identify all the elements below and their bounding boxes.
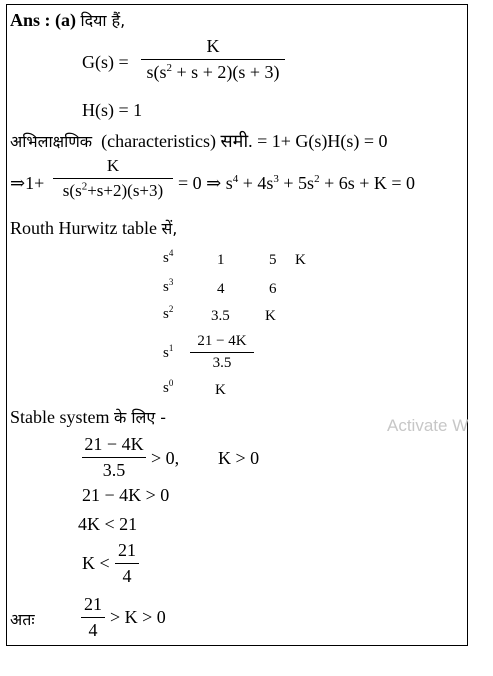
condition3: 4K < 21 [78,514,138,534]
final-fraction: $\frac{21}{4}$ [81,594,105,641]
routh-s2-c1: 3.5 [211,308,230,324]
routh-s3-c2: 6 [269,281,277,297]
condition4-lhs: K < [82,553,110,573]
routh-s4-c2: 5 [269,252,277,268]
routh-row-s2-label: $s^2$ [163,304,174,322]
routh-row-s1-label: $s^1$ [163,343,174,361]
answer-label: Ans : (a) [10,10,76,30]
routh-label: Routh Hurwitz table सें, [10,218,178,238]
answer-box [6,4,468,646]
gs-lhs: G(s) = [82,52,129,72]
expanded-fraction: $\frac{K}{s(s^2+s+2)(s+3)}$ [53,156,173,201]
gs-denominator: $s(s^2 + s + 2)(s + 3)$ [146,62,280,82]
final-inequality: > K > 0 [110,607,166,627]
condition1-rest: > 0, [151,448,180,468]
condition4-fraction: $\frac{21}{4}$ [115,540,139,587]
answer-heading [10,9,125,31]
routh-row-s3-label: $s^3$ [163,277,174,295]
routh-s0-c1: K [215,382,226,398]
hs-equation: H(s) = 1 [82,100,143,120]
routh-s4-c3: K [295,252,306,268]
characteristic-polynomial: = 0 ⇒ $s^4 + 4s^3 + 5s^2 + 6s + K = 0$ [178,173,416,193]
routh-s4-c1: 1 [217,252,225,268]
activate-watermark: Activate W [387,416,469,435]
condition2: 21 − 4K > 0 [82,485,170,505]
routh-row-s4-label: $s^4$ [163,248,174,266]
therefore-label: अतः [10,610,35,629]
gs-fraction [141,36,285,83]
expanded-prefix: ⇒1+ [10,173,45,193]
gs-numerator: K [141,36,285,60]
condition1-k: K > 0 [218,448,260,468]
condition1-fraction: $\frac{21 - 4K}{3.5}$ [82,434,146,481]
routh-s3-c1: 4 [217,281,225,297]
routh-s2-c2: K [265,308,276,324]
characteristic-equation: अभिलाक्षणिक (characteristics) समी. = 1+ G(s)H(s) = 0 [10,131,388,151]
stable-system-label: Stable system के लिए - [10,407,167,427]
given-hindi: दिया हैं, [80,11,126,30]
routh-s1-fraction: $\frac{21 - 4K}{3.5}$ [190,333,254,372]
routh-row-s0-label: $s^0$ [163,378,174,396]
